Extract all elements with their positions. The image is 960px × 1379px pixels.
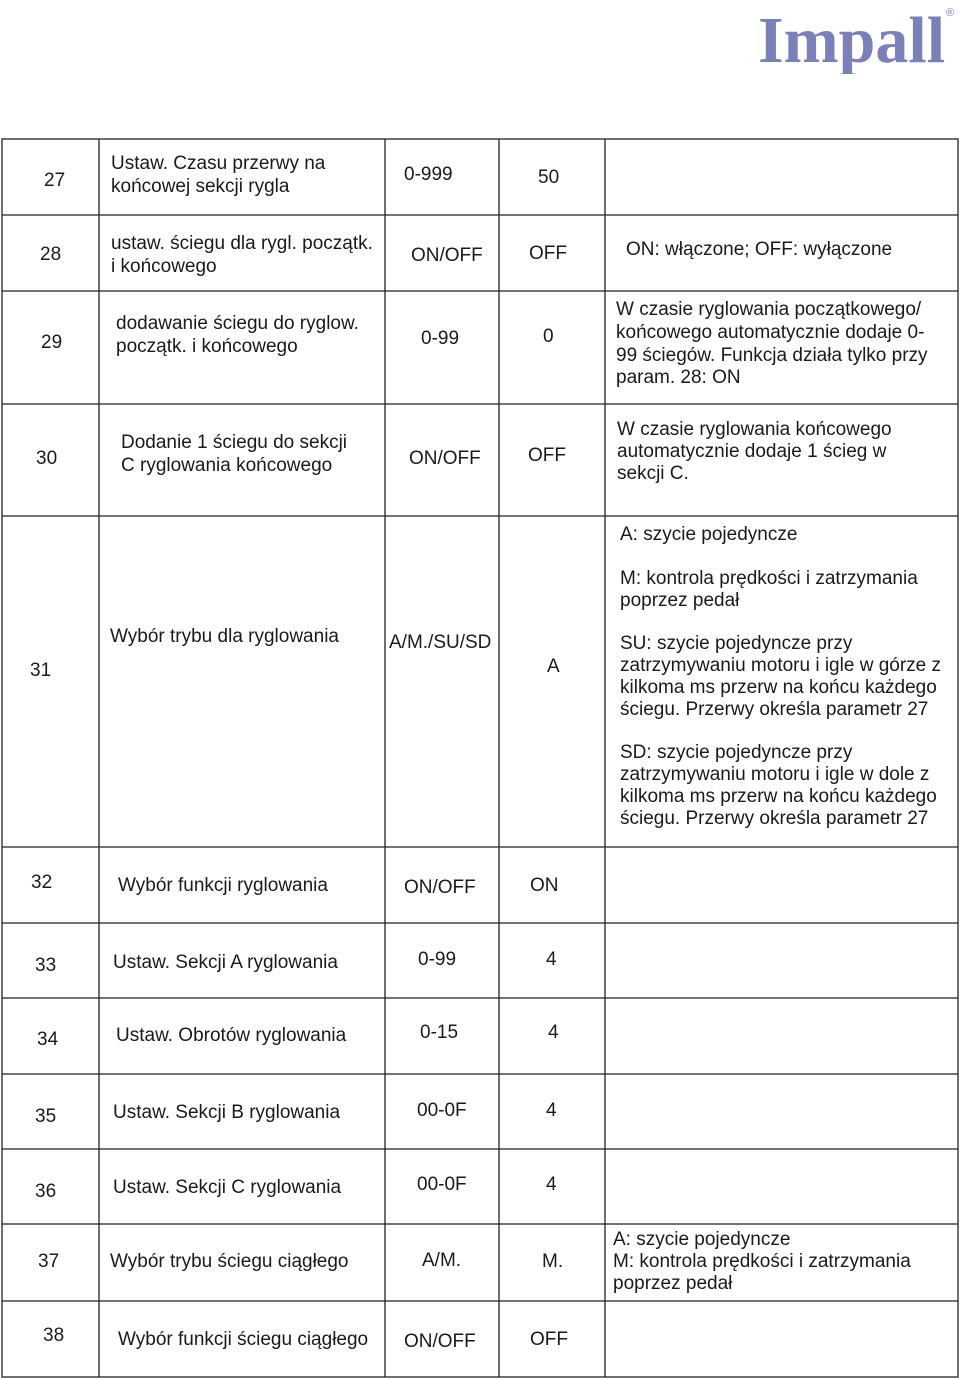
param-name-line1: Ustaw. Sekcji A ryglowania — [113, 952, 338, 973]
param-range: ON/OFF — [411, 245, 483, 266]
param-default: OFF — [529, 243, 567, 264]
param-name-line1: Wybór trybu ściegu ciągłego — [110, 1251, 349, 1272]
param-description-line: W czasie ryglowania końcowego — [617, 419, 892, 440]
param-description-line: poprzez pedał — [620, 590, 740, 611]
logo-text: Impall — [758, 4, 946, 74]
param-description-line: końcowego automatycznie dodaje 0- — [616, 322, 925, 343]
param-name-line1: Ustaw. Obrotów ryglowania — [116, 1025, 347, 1046]
param-range: 0-999 — [404, 164, 453, 185]
param-description-line: 99 ściegów. Funkcja działa tylko przy — [616, 345, 928, 366]
param-range: 0-99 — [421, 328, 460, 349]
param-default: 4 — [546, 1100, 557, 1121]
param-default: 4 — [546, 949, 557, 970]
param-name-line1: Ustaw. Czasu przerwy na — [111, 153, 326, 174]
param-description-line: A: szycie pojedyncze — [613, 1229, 791, 1250]
param-name-line2: końcowej sekcji rygla — [111, 176, 290, 197]
param-number: 33 — [35, 955, 57, 976]
param-description-line: ściegu. Przerwy określa parametr 27 — [620, 808, 929, 829]
param-number: 37 — [38, 1251, 60, 1272]
param-description-line: kilkoma ms przerw na końcu każdego — [620, 677, 937, 698]
param-description-line: ściegu. Przerwy określa parametr 27 — [620, 699, 929, 720]
param-number: 35 — [35, 1106, 57, 1127]
param-description-line: zatrzymywaniu motoru i igle w górze z — [620, 655, 941, 676]
param-range: ON/OFF — [409, 448, 481, 469]
param-number: 27 — [44, 170, 66, 191]
param-default: ON — [530, 875, 559, 896]
param-default: 0 — [543, 326, 554, 347]
param-default: A — [547, 656, 560, 677]
param-range: ON/OFF — [404, 1331, 476, 1352]
param-description-line: param. 28: ON — [616, 367, 741, 388]
param-number: 32 — [31, 872, 53, 893]
param-name-line1: Ustaw. Sekcji C ryglowania — [113, 1177, 342, 1198]
param-default: M. — [542, 1251, 564, 1272]
param-range: ON/OFF — [404, 877, 476, 898]
param-description-line: poprzez pedał — [613, 1273, 733, 1294]
param-number: 31 — [30, 660, 52, 681]
param-number: 34 — [37, 1029, 59, 1050]
param-description-line: SD: szycie pojedyncze przy — [620, 742, 853, 763]
param-name-line1: Dodanie 1 ściegu do sekcji — [121, 432, 348, 453]
param-description-line: W czasie ryglowania początkowego/ — [616, 299, 922, 320]
param-number: 30 — [36, 448, 58, 469]
param-range: 00-0F — [417, 1174, 467, 1195]
param-number: 38 — [43, 1325, 65, 1346]
param-default: OFF — [530, 1329, 568, 1350]
param-description-line: kilkoma ms przerw na końcu każdego — [620, 786, 937, 807]
param-description-line: A: szycie pojedyncze — [620, 524, 798, 545]
param-default: 50 — [538, 167, 560, 188]
param-default: 4 — [546, 1174, 557, 1195]
param-name-line1: Wybór funkcji ściegu ciągłego — [118, 1329, 369, 1350]
param-default: OFF — [528, 445, 566, 466]
param-description-line: ON: włączone; OFF: wyłączone — [626, 239, 893, 260]
param-name-line2: początk. i końcowego — [116, 336, 298, 357]
param-range: 0-99 — [418, 949, 457, 970]
param-name-line1: Wybór trybu dla ryglowania — [110, 626, 339, 647]
param-range: 0-15 — [420, 1022, 459, 1043]
param-number: 36 — [35, 1181, 57, 1202]
param-number: 28 — [40, 244, 62, 265]
param-description-line: SU: szycie pojedyncze przy — [620, 633, 853, 654]
param-range: 00-0F — [417, 1100, 467, 1121]
param-description-line: automatycznie dodaje 1 ścieg w — [617, 441, 887, 462]
param-number: 29 — [41, 332, 63, 353]
param-description-line: M: kontrola prędkości i zatrzymania — [620, 568, 918, 589]
param-name-line1: ustaw. ściegu dla rygl. początk. — [111, 233, 373, 254]
param-description-line: M: kontrola prędkości i zatrzymania — [613, 1251, 911, 1272]
param-name-line1: Ustaw. Sekcji B ryglowania — [113, 1102, 341, 1123]
param-range: A/M. — [422, 1250, 462, 1271]
param-name-line1: dodawanie ściegu do ryglow. — [116, 313, 359, 334]
impall-logo — [756, 0, 960, 74]
param-name-line2: i końcowego — [111, 256, 217, 277]
param-description-line: zatrzymywaniu motoru i igle w dole z — [620, 764, 930, 785]
param-name-line2: C ryglowania końcowego — [121, 455, 333, 476]
param-range: A/M./SU/SD — [389, 632, 492, 653]
registered-mark: ® — [946, 7, 955, 19]
param-default: 4 — [548, 1022, 559, 1043]
param-name-line1: Wybór funkcji ryglowania — [118, 875, 328, 896]
param-description-line: sekcji C. — [617, 463, 689, 484]
